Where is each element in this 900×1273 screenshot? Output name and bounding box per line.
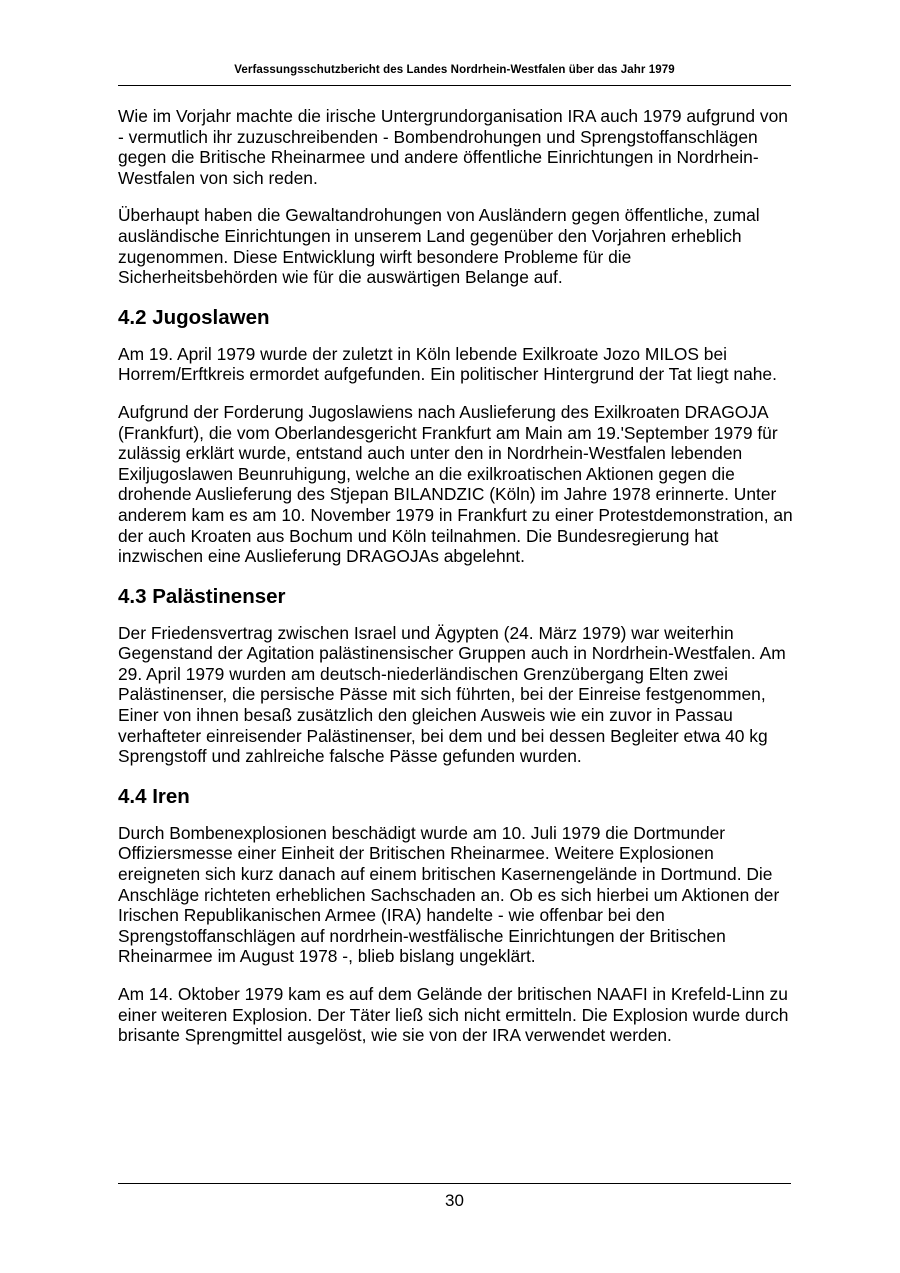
section-paragraph: Aufgrund der Forderung Jugoslawiens nach Auslieferung des Exilkroaten DRAGOJA (Frankfurt), die vom Oberlandesgericht Frankfurt am Main am 19.'September 1979 für zulässig erklärt wurde, entstand auch unter den in Nordrhein-Westfalen lebenden Exiljugoslawen Beunruhigung, welche an die exilkroatischen Aktionen gegen die drohende Auslieferung des Stjepan BILANDZIC (Köln) im Jahre 1978 erinnerte. Unter anderem kam es am 10. November 1979 in Frankfurt zu einer Protestdemonstration, an der auch Kroaten aus Bochum und Köln teilnahmen. Die Bundesregierung hat inzwischen eine Auslieferung DRAGOJAs abgelehnt.: [118, 401, 793, 567]
footer-rule: [118, 1183, 791, 1184]
section-heading-jugoslawen: 4.2 Jugoslawen: [118, 305, 270, 329]
header-rule: [118, 85, 791, 86]
section-paragraph: Am 14. Oktober 1979 kam es auf dem Gelände der britischen NAAFI in Krefeld-Linn zu einer weiteren Explosion. Der Täter ließ sich nicht ermitteln. Die Explosion wurde durch brisante Sprengmittel ausgelöst, wie sie von der IRA verwendet werden.: [118, 984, 789, 1046]
intro-paragraph: Überhaupt haben die Gewaltandrohungen von Ausländern gegen öffentliche, zumal ausländische Einrichtungen in unserem Land gegenüber den Vorjahren erheblich zugenommen. Diese Entwicklung wirft besondere Probleme für die Sicherheitsbehörden wie für die auswärtigen Belange auf.: [118, 205, 760, 288]
section-paragraph: Der Friedensvertrag zwischen Israel und Ägypten (24. März 1979) war weiterhin Gegenstand der Agitation palästinensischer Gruppen auch in Nordrhein-Westfalen. Am 29. April 1979 wurden am deutsch-niederländischen Grenzübergang Elten zwei Palästinenser, die persische Pässe mit sich führten, bei der Einreise festgenommen, Einer von ihnen besaß zusätzlich den gleichen Ausweis wie ein zuvor in Passau verhafteter einreisender Palästinenser, bei dem und bei dessen Begleiter etwa 40 kg Sprengstoff und zahlreiche falsche Pässe gefunden wurden.: [118, 622, 786, 767]
section-paragraph: Am 19. April 1979 wurde der zuletzt in Köln lebende Exilkroate Jozo MILOS bei Horrem/Erftkreis ermordet aufgefunden. Ein politischer Hintergrund der Tat liegt nahe.: [118, 343, 777, 385]
intro-paragraph: Wie im Vorjahr machte die irische Untergrundorganisation IRA auch 1979 aufgrund von - vermutlich ihr zuzuschreibenden - Bombendrohungen und Sprengstoffanschlägen gegen die Britische Rheinarmee und andere öffentliche Einrichtungen in Nordrhein-Westfalen von sich reden.: [118, 106, 788, 188]
section-heading-palaestinenser: 4.3 Palästinenser: [118, 584, 286, 608]
page-number: 30: [445, 1191, 464, 1210]
section-heading-iren: 4.4 Iren: [118, 784, 190, 808]
section-paragraph: Durch Bombenexplosionen beschädigt wurde am 10. Juli 1979 die Dortmunder Offiziersmesse einer Einheit der Britischen Rheinarmee. Weitere Explosionen ereigneten sich kurz danach auf einem britischen Kasernengelände in Dortmund. Die Anschläge richteten erheblichen Sachschaden an. Ob es sich hierbei um Aktionen der Irischen Republikanischen Armee (IRA) handelte - wie offenbar bei den Sprengstoffanschlägen auf nordrhein-westfälische Einrichtungen der Britischen Rheinarmee im August 1978 -, blieb bislang ungeklärt.: [118, 822, 780, 967]
page-body: [118, 106, 793, 1046]
running-header: Verfassungsschutzbericht des Landes Nordrhein-Westfalen über das Jahr 1979: [234, 64, 675, 76]
